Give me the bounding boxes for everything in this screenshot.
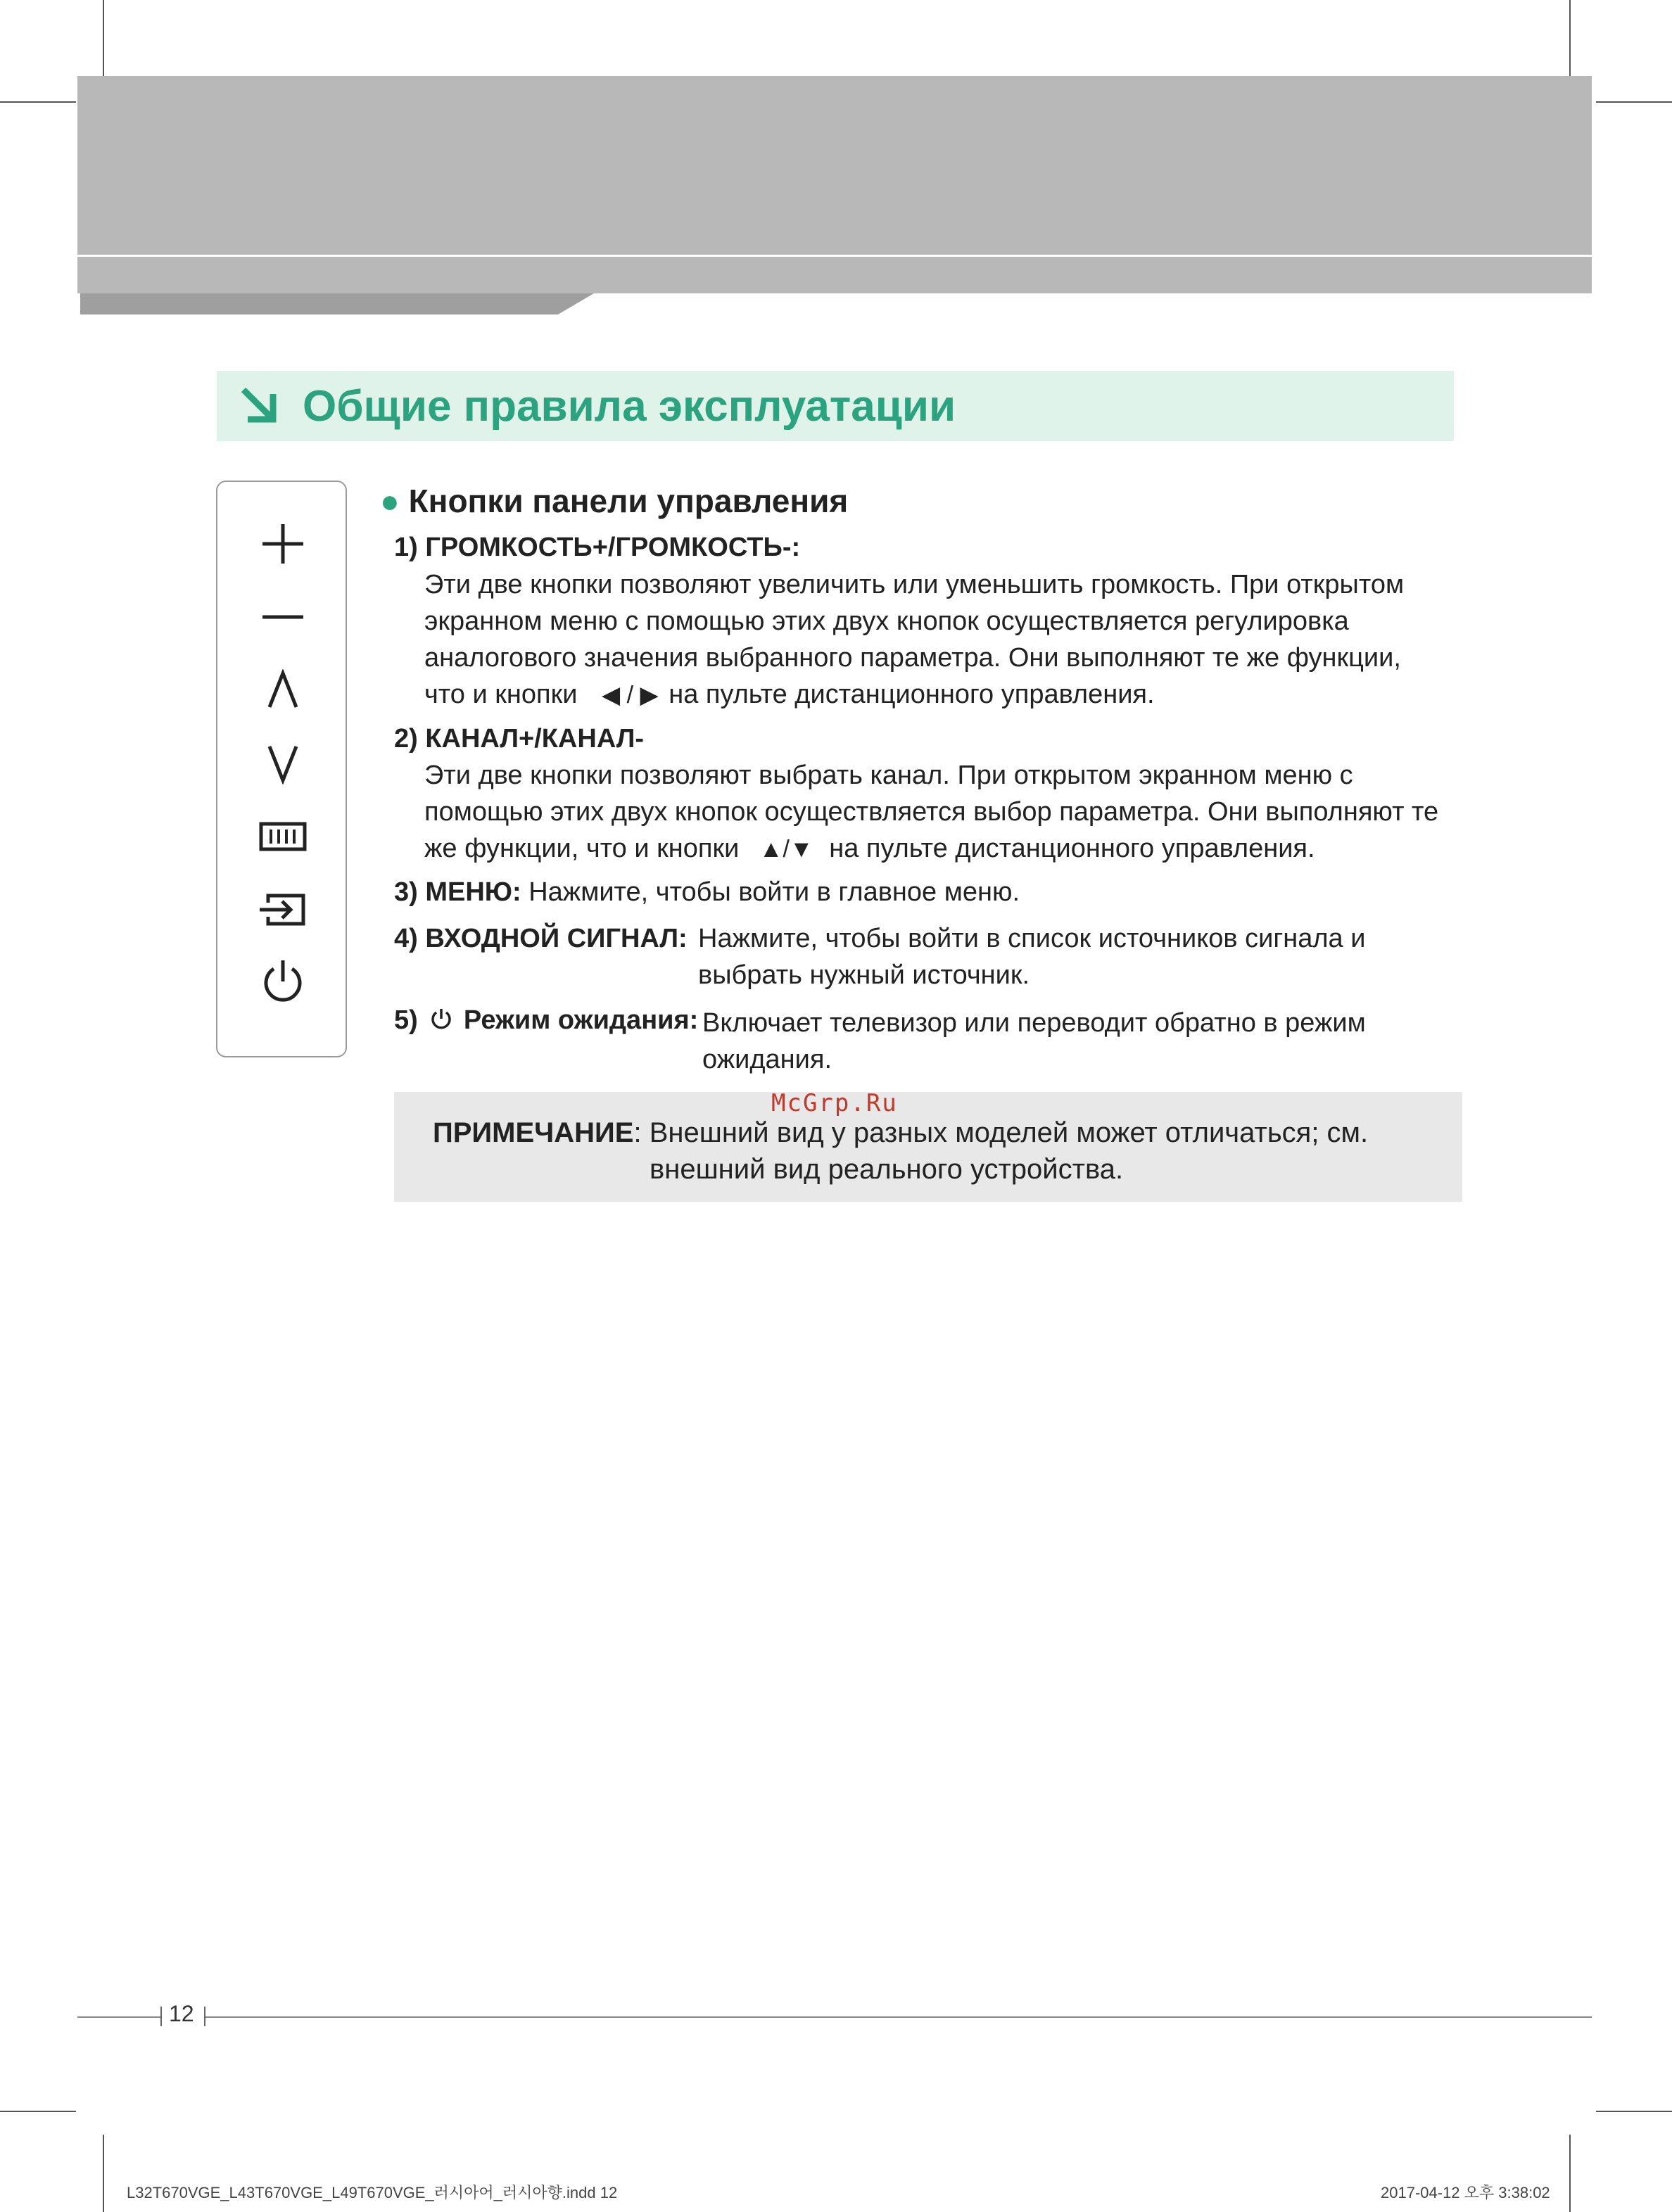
up-down-arrows-icon: ▲/▼ xyxy=(759,836,813,863)
standby-label-text: Режим ожидания: xyxy=(463,1005,699,1035)
channel-text-line xyxy=(424,830,1315,867)
channel-label: 2) КАНАЛ+/КАНАЛ- xyxy=(394,724,645,754)
menu-item-line xyxy=(394,874,1020,910)
page-number: 12 xyxy=(169,2001,194,2026)
controls-heading-text: Кнопки панели управления xyxy=(408,483,849,519)
footer-rule xyxy=(77,2016,160,2018)
section-title: Общие правила эксплуатации xyxy=(303,382,956,431)
crop-mark xyxy=(103,0,104,76)
power-icon xyxy=(258,960,308,1003)
volume-text-fragment: на пульте дистанционного управления. xyxy=(669,680,1155,709)
input-label: 4) ВХОДНОЙ СИГНАЛ: xyxy=(394,924,688,953)
arrow-down-right-icon xyxy=(238,384,280,426)
volume-text-line xyxy=(424,676,1155,713)
input-text-line: выбрать нужный источник. xyxy=(698,960,1030,990)
slug-timestamp: 2017-04-12 오후 3:38:02 xyxy=(1381,2184,1550,2201)
crop-mark xyxy=(1596,2111,1672,2112)
note-text: : Внешний вид у разных моделей может отличаться; см. xyxy=(633,1117,1369,1148)
volume-text-line: Эти две кнопки позволяют увеличить или уменьшить громкость. При открытом xyxy=(424,570,1405,599)
volume-label: 1) ГРОМКОСТЬ+/ГРОМКОСТЬ-: xyxy=(394,533,801,562)
header-band xyxy=(77,76,1592,256)
slug-file-info: L32T670VGE_L43T670VGE_L49T670VGE_러시아어_러시아향.indd 12 xyxy=(127,2184,618,2201)
standby-text-line: Включает телевизор или переводит обратно в режим xyxy=(702,1008,1366,1038)
crop-mark xyxy=(1596,101,1672,103)
power-icon xyxy=(429,1008,453,1031)
chevron-down-icon xyxy=(258,742,308,784)
crop-mark xyxy=(0,101,76,103)
volume-text-line: аналогового значения выбранного параметра. Они выполняют те же функции, xyxy=(424,643,1401,673)
menu-icon xyxy=(258,815,308,858)
volume-text-fragment: что и кнопки xyxy=(424,680,578,709)
input-text-line: Нажмите, чтобы войти в список источников сигнала и xyxy=(698,924,1366,953)
chevron-up-icon xyxy=(258,669,308,711)
channel-text-line: Эти две кнопки позволяют выбрать канал. При открытом экранном меню с xyxy=(424,761,1353,790)
header-strip xyxy=(77,257,1592,293)
footer-rule xyxy=(205,2016,1592,2018)
crop-mark xyxy=(0,2111,76,2112)
standby-label xyxy=(394,1002,698,1038)
minus-icon xyxy=(258,595,308,637)
left-right-arrows-icon: ◀ / ▶ xyxy=(602,682,659,708)
menu-text: Нажмите, чтобы войти в главное меню. xyxy=(528,877,1020,907)
control-panel-illustration xyxy=(216,481,347,1057)
crop-mark xyxy=(103,2135,104,2212)
bullet-icon: ● xyxy=(380,483,400,519)
plus-icon xyxy=(258,523,308,565)
channel-text-fragment: на пульте дистанционного управления. xyxy=(829,834,1315,863)
controls-heading xyxy=(380,480,848,522)
crop-mark xyxy=(1569,0,1571,76)
crop-mark xyxy=(1569,2135,1571,2212)
footer-rule xyxy=(160,2007,162,2026)
standby-text-line: ожидания. xyxy=(702,1045,832,1074)
header-tab-strip xyxy=(80,293,594,314)
volume-text-line: экранном меню с помощью этих двух кнопок осуществляется регулировка xyxy=(424,606,1349,636)
watermark: McGrp.Ru xyxy=(771,1089,898,1117)
channel-text-fragment: же функции, что и кнопки xyxy=(424,834,740,863)
menu-label: 3) МЕНЮ: xyxy=(394,877,521,907)
note-line xyxy=(433,1114,1368,1151)
channel-text-line: помощью этих двух кнопок осуществляется выбор параметра. Они выполняют те xyxy=(424,797,1439,827)
input-source-icon xyxy=(258,889,308,931)
note-label: ПРИМЕЧАНИЕ xyxy=(433,1117,634,1148)
standby-number: 5) xyxy=(394,1005,418,1035)
note-line: внешний вид реального устройства. xyxy=(650,1154,1124,1185)
